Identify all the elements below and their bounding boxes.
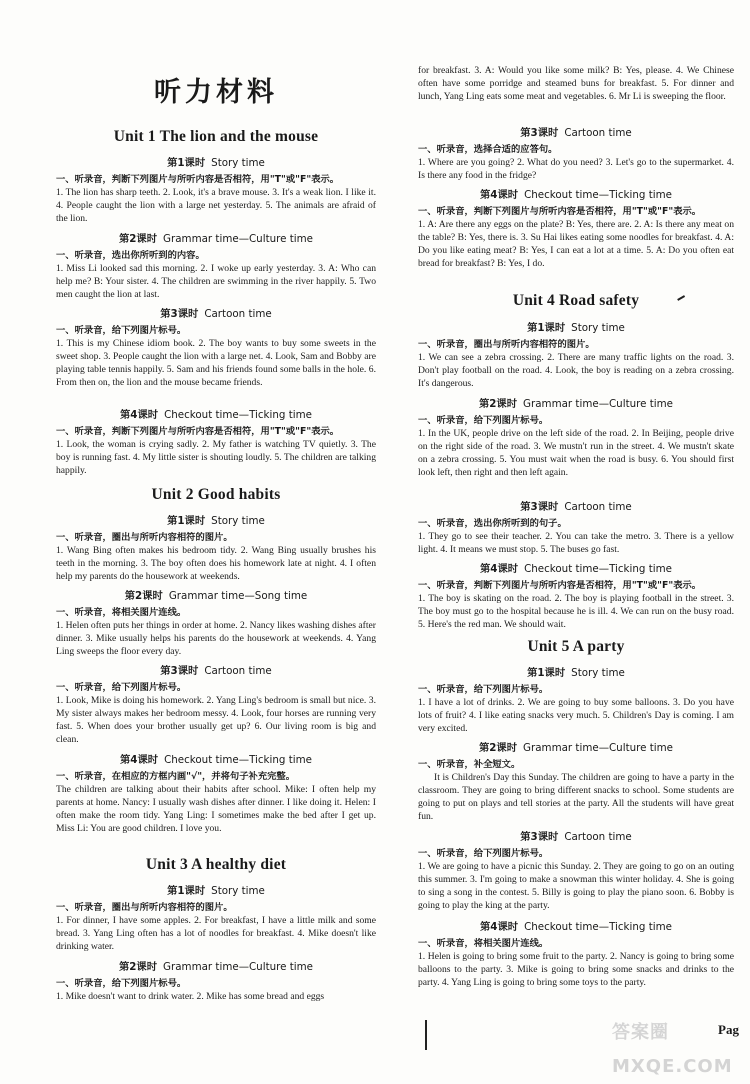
lesson-block	[56, 230, 376, 301]
lesson-heading: 第1课时 Story time	[527, 322, 625, 334]
instruction: 一、听录音，选出你所听到的句子。	[418, 518, 567, 529]
lesson-heading: 第3课时 Cartoon time	[160, 308, 272, 320]
lesson-heading: 第2课时 Grammar time—Song time	[124, 590, 308, 602]
instruction: 一、听录音，判断下列图片与所听内容是否相符，用"T"或"F"表示。	[56, 174, 340, 185]
listening-text: 1. For dinner, I have some apples. 2. For breakfast, I have a little milk and some bread. 3. Yang Ling often has a lot of noodles for breakfast. 4. Mike doesn't like drinking water.	[56, 915, 376, 952]
lesson-heading: 第4课时 Checkout time—Ticking time	[480, 189, 672, 201]
lesson-heading: 第2课时 Grammar time—Culture time	[118, 961, 314, 973]
listening-text: 1. I have a lot of drinks. 2. We are going to buy some balloons. 3. Do you have lots of fruit? 4. I like eating snacks very much. 5. Children's Day is coming. I am very excited.	[418, 697, 734, 734]
listening-text: 1. Helen often puts her things in order at home. 2. Nancy likes washing dishes after dinner. 3. Mike usually helps his parents do the housework at weekends. 4. Yang Ling sweeps the floor every day.	[56, 620, 376, 657]
instruction: 一、听录音，圈出与所听内容相符的图片。	[56, 532, 233, 543]
lesson-block	[418, 64, 734, 103]
listening-text: 1. Miss Li looked sad this morning. 2. I woke up early yesterday. 3. A: Who can help me? B: Your sister. 4. The children are swimming in the river happily. 5. Two men caught the lion at last.	[56, 263, 376, 300]
unit-title: Unit 3 A healthy diet	[145, 856, 287, 873]
instruction: 一、听录音，判断下列图片与所听内容是否相符，用"T"或"F"表示。	[56, 426, 340, 437]
lesson-heading: 第3课时 Cartoon time	[520, 501, 632, 513]
lesson-block	[418, 319, 734, 390]
lesson-block	[56, 305, 376, 389]
instruction: 一、听录音，选出你所听到的内容。	[56, 250, 205, 261]
lesson-heading: 第3课时 Cartoon time	[520, 127, 632, 139]
listening-text: 1. This is my Chinese idiom book. 2. The boy wants to buy some sweets in the sweet shop. 3. People caught the lion with a large net. 4. Look, Sam and Bobby are playing table tennis happily. 5. Sam and his friends found some balls in the hole. 6. From then on, the lion and the mouse became friends.	[56, 338, 376, 388]
listening-text: 1. A: Are there any eggs on the plate? B: Yes, there are. 2. A: Is there any meat on the table? B: Yes, there is. 3. Su Hai likes eating some noodles for breakfast. 4. A: Do you like eating meat? B: Yes, I can eat a lot at a time. 5. A: Do you often eat bread for breakfast? B: Yes, I do.	[418, 219, 734, 269]
instruction: 一、听录音，在相应的方框内画"√"，并将句子补充完整。	[56, 771, 296, 782]
watermark-logo: 答案圈 MXQE.COM	[612, 1022, 733, 1077]
lesson-block	[418, 498, 734, 556]
lesson-heading: 第4课时 Checkout time—Ticking time	[120, 409, 312, 421]
listening-text: 1. They go to see their teacher. 2. You can take the metro. 3. There is a yellow light. 4. It means we must stop. 5. The buses go fast.	[418, 531, 734, 555]
listening-text: The children are talking about their habits after school. Mike: I often help my parents at home. Nancy: I usually wash dishes after dinner. I like doing it. Helen: I often make the room tidy. Yang Ling: I sometimes make the bed after I get up. Miss Li: You are good children. I love you.	[56, 784, 376, 834]
instruction: 一、听录音，给下列图片标号。	[418, 415, 549, 426]
instruction: 一、听录音，判断下列图片与所听内容是否相符，用"T"或"F"表示。	[418, 580, 702, 591]
listening-text: 1. Mike doesn't want to drink water. 2. Mike has some bread and eggs	[56, 991, 325, 1002]
lesson-heading: 第1课时 Story time	[167, 885, 265, 897]
lesson-block	[56, 958, 376, 1003]
instruction: 一、听录音，判断下列图片与所听内容是否相符，用"T"或"F"表示。	[418, 206, 702, 217]
lesson-block	[418, 739, 734, 823]
unit-title: Unit 5 A party	[527, 638, 625, 655]
lesson-block	[418, 828, 734, 912]
instruction: 一、听录音，圈出与所听内容相符的图片。	[418, 339, 595, 350]
lesson-block	[418, 124, 734, 182]
lesson-block	[56, 406, 376, 477]
listening-text: 1. Look, Mike is doing his homework. 2. Yang Ling's bedroom is small but nice. 3. My sister always makes her bedroom messy. 4. Look, four horses are running very fast. 5. When does your brother usually get up? 6. Our living room is big and clean.	[56, 695, 376, 745]
lesson-block	[56, 662, 376, 746]
lesson-heading: 第4课时 Checkout time—Ticking time	[480, 563, 672, 575]
instruction: 一、听录音，将相关图片连线。	[418, 938, 549, 949]
lesson-heading: 第3课时 Cartoon time	[160, 665, 272, 677]
lesson-heading: 第2课时 Grammar time—Culture time	[478, 742, 674, 754]
lesson-heading: 第1课时 Story time	[167, 157, 265, 169]
listening-text: 1. We can see a zebra crossing. 2. There are many traffic lights on the road. 3. Don't play football on the road. 4. Look, the boy is reading on a zebra crossing. It's dangerous.	[418, 352, 734, 389]
instruction: 一、听录音，补全短文。	[418, 759, 521, 770]
instruction: 一、听录音，给下列图片标号。	[56, 682, 187, 693]
page-title: 听力材料	[154, 77, 278, 108]
lesson-heading: 第3课时 Cartoon time	[520, 831, 632, 843]
lesson-heading: 第4课时 Checkout time—Ticking time	[480, 921, 672, 933]
lesson-block	[418, 918, 734, 989]
lesson-heading: 第2课时 Grammar time—Culture time	[118, 233, 314, 245]
lesson-heading: 第2课时 Grammar time—Culture time	[478, 398, 674, 410]
listening-text: 1. In the UK, people drive on the left side of the road. 2. In Beijing, people drive on the right side of the road. 3. We mustn't run in the street. 4. We mustn't skate on a zebra crossing. 5. You must wait when the road is busy. 6. You should first look left, then right and then left again.	[418, 428, 734, 478]
instruction: 一、听录音，圈出与所听内容相符的图片。	[56, 902, 233, 913]
lesson-block	[56, 154, 376, 225]
lesson-block	[418, 664, 734, 735]
lesson-block	[56, 751, 376, 835]
lesson-heading: 第4课时 Checkout time—Ticking time	[120, 754, 312, 766]
instruction: 一、听录音，给下列图片标号。	[418, 684, 549, 695]
instruction: 一、听录音，给下列图片标号。	[418, 848, 549, 859]
lesson-heading: 第1课时 Story time	[167, 515, 265, 527]
lesson-heading: 第1课时 Story time	[527, 667, 625, 679]
lesson-block	[56, 587, 376, 658]
instruction: 一、听录音，选择合适的应答句。	[418, 144, 558, 155]
instruction: 一、听录音，将相关图片连线。	[56, 607, 187, 618]
listening-text: 1. The boy is skating on the road. 2. The boy is playing football in the street. 3. The boy must go to the hospital because he is ill. 4. We can run on the busy road. 5. Here's the red man. We should wait.	[418, 593, 734, 630]
unit-title: Unit 2 Good habits	[151, 486, 281, 503]
listening-text: 1. We are going to have a picnic this Sunday. 2. They are going to go on an outing this summer. 3. I'm going to make a snowman this winter holiday. 4. She is going to sing a song in the contest. 5. Billy is going to play the piano soon. 6. Bobby is going to play the king at the party.	[418, 861, 734, 911]
lesson-block	[418, 395, 734, 479]
listening-text: 1. The lion has sharp teeth. 2. Look, it's a brave mouse. 3. It's a weak lion. I like it. 4. People caught the lion with a large net yesterday. 5. The animals are afraid of the lion.	[56, 187, 376, 224]
lesson-block	[418, 186, 734, 270]
unit-title: Unit 4 Road safety	[512, 292, 640, 309]
listening-text: It is Children's Day this Sunday. The children are going to have a party in the classroom. They are going to bring different snacks to school. Some students are going to put on plays and tell stories at the party. All the students will have great fun.	[418, 772, 734, 822]
instruction: 一、听录音，给下列图片标号。	[56, 978, 187, 989]
listening-text: for breakfast. 3. A: Would you like some milk? B: Yes, please. 4. We Chinese often have some porridge and steamed buns for breakfast. 5. For dinner and lunch, Yang Ling eats some meat and vegetables. 6. Mr Li is sweeping the floor.	[418, 65, 734, 102]
lesson-block	[56, 882, 376, 953]
listening-text: 1. Where are you going? 2. What do you need? 3. Let's go to the supermarket. 4. Is there any food in the fridge?	[418, 157, 734, 181]
listening-text: 1. Helen is going to bring some fruit to the party. 2. Nancy is going to bring some balloons to the party. 3. Mike is going to bring some snacks and drinks to the party. 4. Yang Ling is going to bring some toys to the party.	[418, 951, 734, 988]
stray-line	[425, 1020, 427, 1050]
unit-title: Unit 1 The lion and the mouse	[113, 128, 319, 145]
lesson-block	[418, 560, 734, 631]
instruction: 一、听录音，给下列图片标号。	[56, 325, 187, 336]
listening-text: 1. Wang Bing often makes his bedroom tidy. 2. Wang Bing usually brushes his teeth in the morning. 3. The boy often does his homework late at night. 4. I often help my parents do the housework at weekends.	[56, 545, 376, 582]
lesson-block	[56, 512, 376, 583]
page-label: Pag	[718, 1022, 739, 1037]
listening-text: 1. Look, the woman is crying sadly. 2. My father is watching TV quietly. 3. The boy is running fast. 4. My little sister is shouting loudly. 5. The children are talking happily.	[56, 439, 376, 476]
